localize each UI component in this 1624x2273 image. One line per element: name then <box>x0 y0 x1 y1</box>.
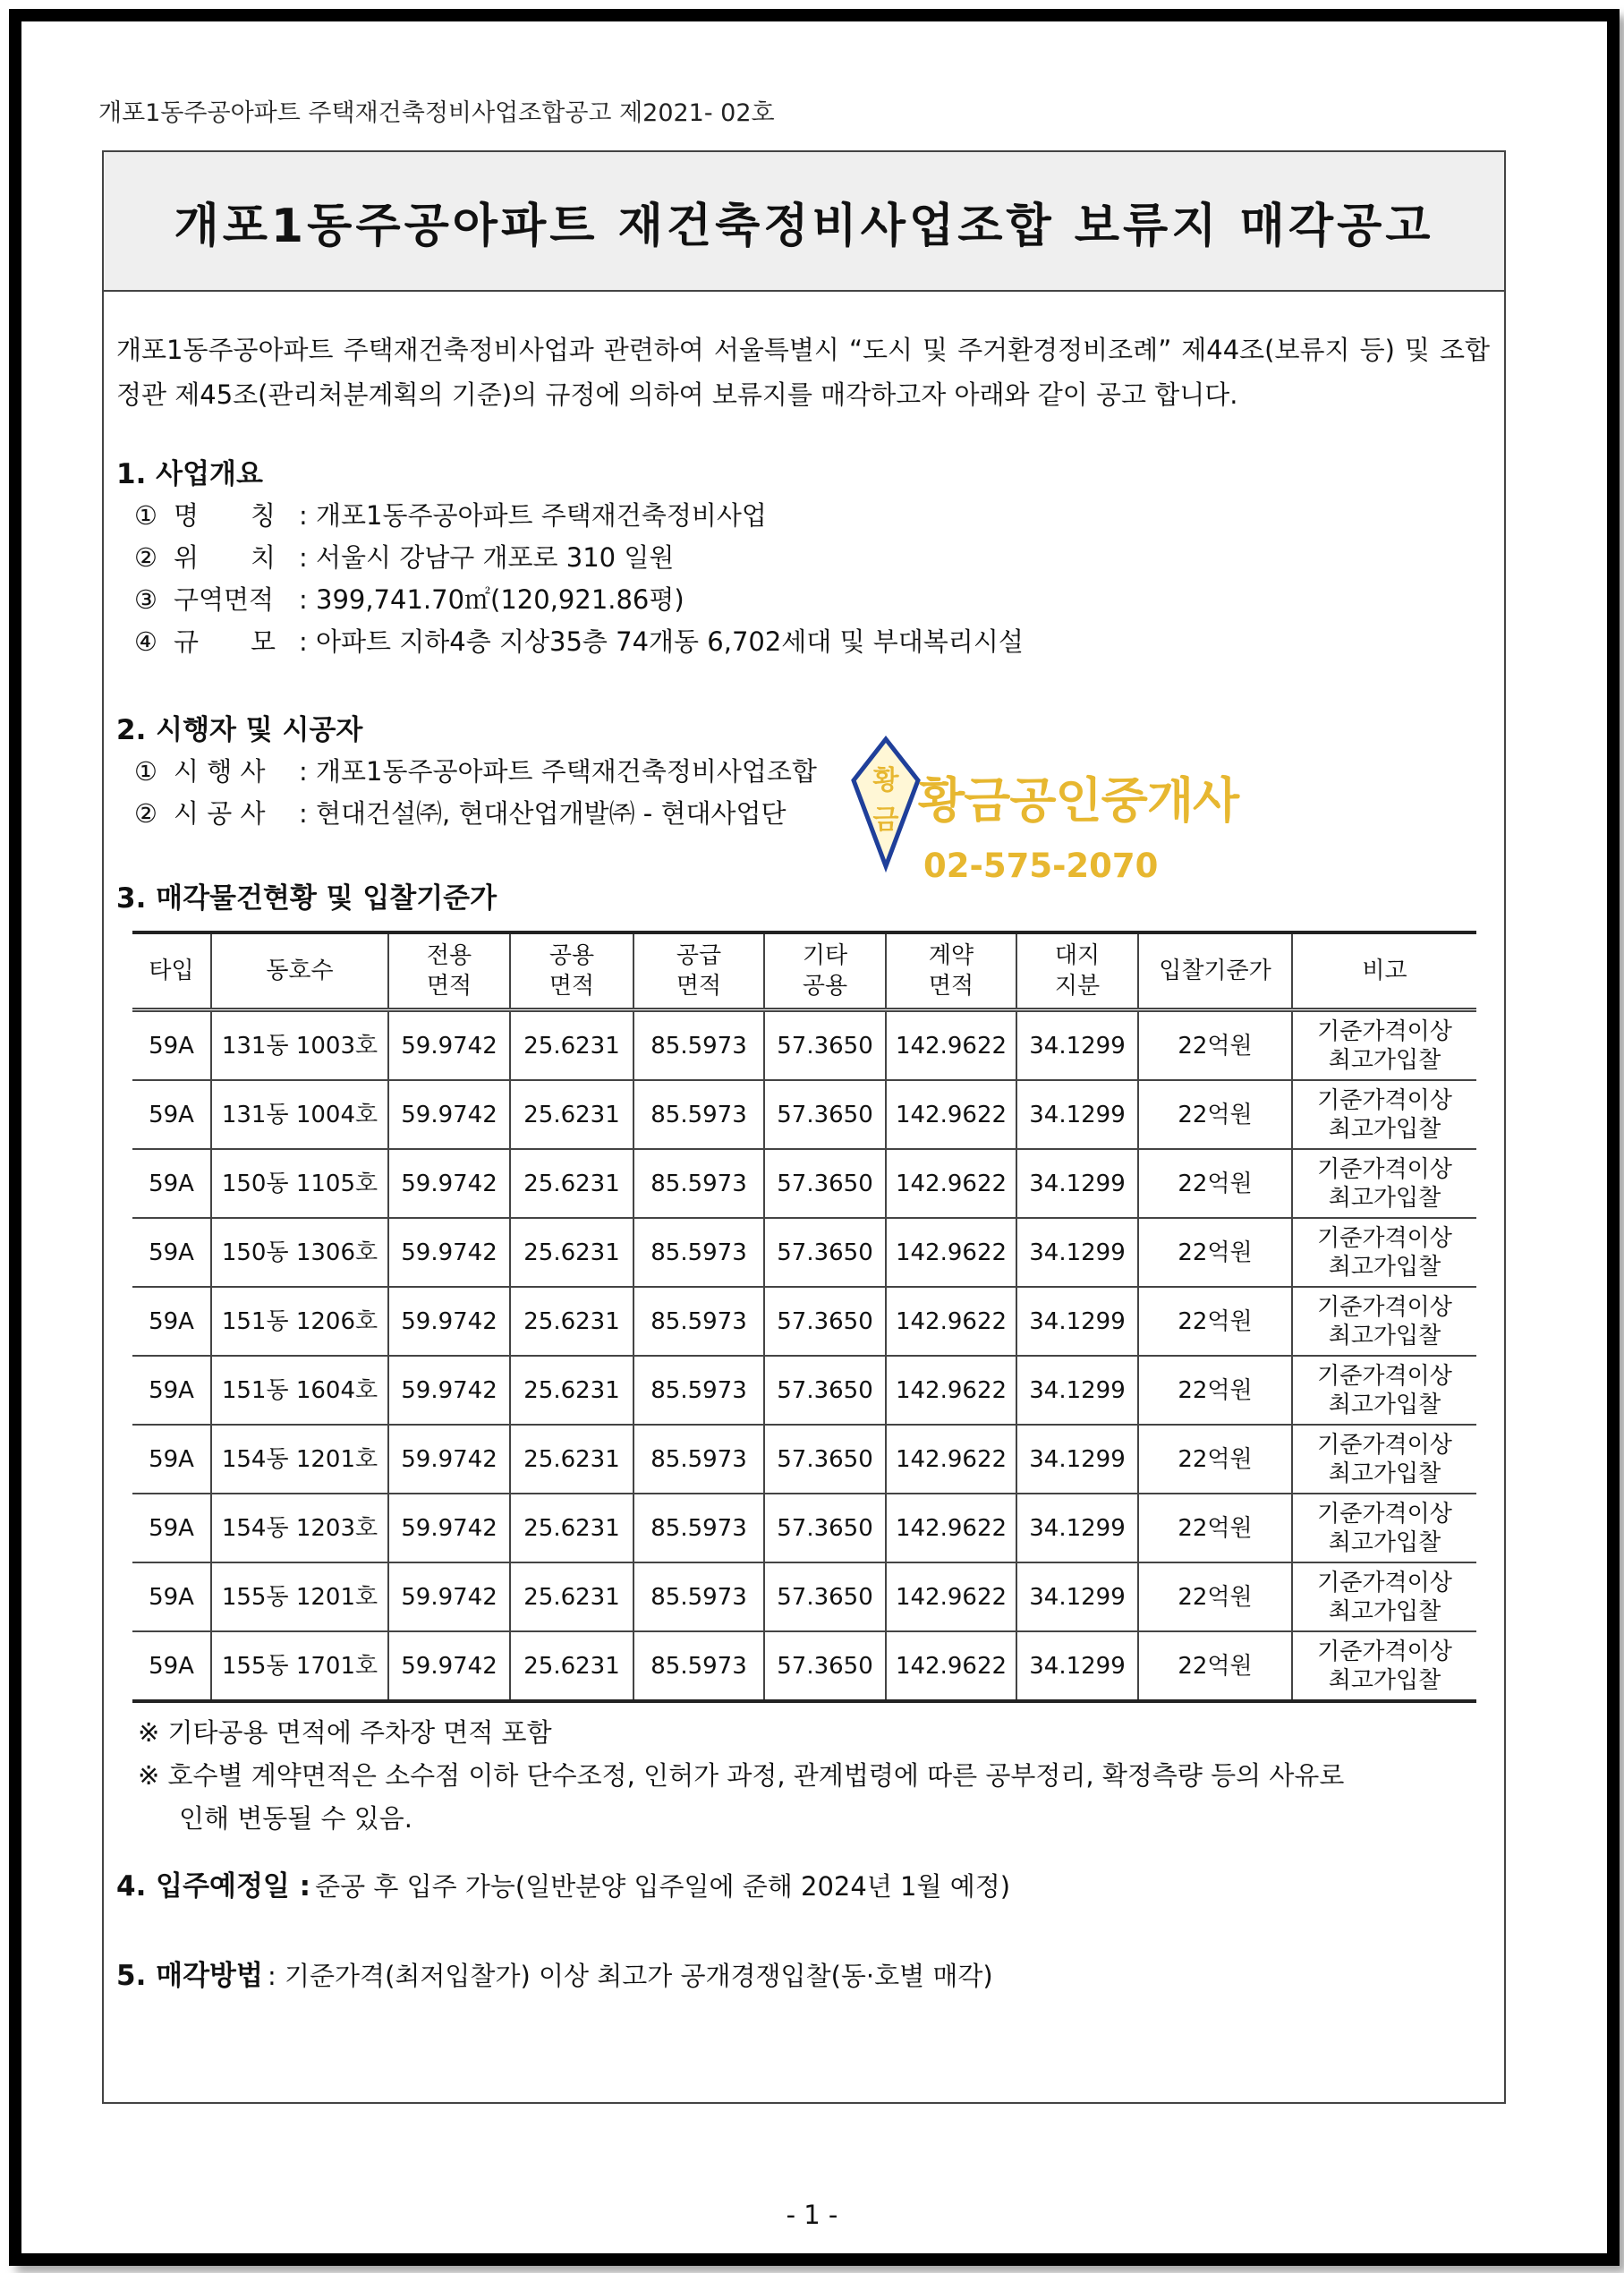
remark-cell <box>1292 1631 1476 1701</box>
logo-char-top: 황 <box>872 765 899 796</box>
remark-cell <box>1292 1080 1476 1149</box>
table-cell: 25.6231 <box>510 1149 633 1218</box>
table-cell: 59A <box>132 1149 211 1218</box>
section-heading: 3. 매각물건현황 및 입찰기준가 <box>116 882 497 915</box>
item-number: ① <box>134 500 157 531</box>
table-cell: 85.5973 <box>633 1080 764 1149</box>
table-cell: 57.3650 <box>764 1218 886 1287</box>
table-cell: 22억원 <box>1138 1287 1292 1356</box>
table-cell: 131동 1003호 <box>211 1010 388 1081</box>
title-band <box>104 152 1504 292</box>
note-line: ※ 기타공용 면적에 주차장 면적 포함 <box>138 1717 552 1748</box>
table-row <box>132 1562 1476 1631</box>
table-cell: 34.1299 <box>1016 1425 1138 1494</box>
page-title: 개포1동주공아파트 재건축정비사업조합 보류지 매각공고 <box>174 199 1434 253</box>
remark-line: 기준가격이상 <box>1317 1362 1452 1390</box>
overview-item <box>116 579 1024 621</box>
table-cell: 34.1299 <box>1016 1080 1138 1149</box>
remark-line: 최고가입찰 <box>1328 1184 1441 1212</box>
remark-cell <box>1292 1494 1476 1562</box>
table-cell: 59.9742 <box>388 1494 510 1562</box>
section-heading: 1. 사업개요 <box>116 458 263 490</box>
table-cell: 34.1299 <box>1016 1562 1138 1631</box>
realtor-phone: 02-575-2070 <box>923 847 1159 885</box>
contractor-item <box>116 793 817 835</box>
table-cell: 142.9622 <box>886 1010 1016 1081</box>
table-cell: 131동 1004호 <box>211 1080 388 1149</box>
table-cell: 25.6231 <box>510 1287 633 1356</box>
item-label: 위 치 <box>174 542 276 573</box>
page-number: - 1 - <box>786 2200 838 2230</box>
item-value: : 서울시 강남구 개포로 310 일원 <box>299 542 675 573</box>
remark-cell <box>1292 1010 1476 1081</box>
table-cell: 22억원 <box>1138 1356 1292 1425</box>
column-header: 공용 면적 <box>510 932 633 1010</box>
note-line: 인해 변동될 수 있음. <box>179 1803 412 1834</box>
table-cell: 142.9622 <box>886 1425 1016 1494</box>
table-cell: 142.9622 <box>886 1494 1016 1562</box>
section-text: 준공 후 입주 가능(일반분양 입주일에 준해 2024년 1월 예정) <box>315 1871 1011 1902</box>
table-cell: 34.1299 <box>1016 1149 1138 1218</box>
remark-line: 기준가격이상 <box>1317 1569 1452 1596</box>
column-header: 동호수 <box>211 932 388 1010</box>
table-cell: 85.5973 <box>633 1356 764 1425</box>
item-label: 명 칭 <box>174 500 276 531</box>
table-row <box>132 1287 1476 1356</box>
table-cell: 22억원 <box>1138 1010 1292 1081</box>
remark-line: 최고가입찰 <box>1328 1597 1441 1625</box>
table-cell: 59A <box>132 1631 211 1701</box>
table-cell: 59A <box>132 1287 211 1356</box>
remark-line: 기준가격이상 <box>1317 1017 1452 1045</box>
column-header: 공급 면적 <box>633 932 764 1010</box>
table-cell: 22억원 <box>1138 1494 1292 1562</box>
table-cell: 59.9742 <box>388 1425 510 1494</box>
table-cell: 59.9742 <box>388 1562 510 1631</box>
remark-cell <box>1292 1356 1476 1425</box>
notice-number: 개포1동주공아파트 주택재건축정비사업조합공고 제2021- 02호 <box>98 99 775 127</box>
intro-paragraph: 개포1동주공아파트 주택재건축정비사업과 관련하여 서울특별시 “도시 및 주거환경정비조례” 제44조(보류지 등) 및 조합정관 제45조(관리처분계획의 기준)의 규정에 의하여 보류지를 매각하고자 아래와 같이 공고 합니다. <box>116 335 1490 410</box>
table-cell: 34.1299 <box>1016 1356 1138 1425</box>
table-cell: 59A <box>132 1562 211 1631</box>
section-contractors <box>116 707 817 835</box>
remark-line: 최고가입찰 <box>1328 1253 1441 1281</box>
table-cell: 154동 1201호 <box>211 1425 388 1494</box>
remark-line: 기준가격이상 <box>1317 1431 1452 1459</box>
table-cell: 59A <box>132 1425 211 1494</box>
section-overview <box>116 451 1024 663</box>
column-header: 대지 지분 <box>1016 932 1138 1010</box>
table-cell: 151동 1206호 <box>211 1287 388 1356</box>
table-cell: 59.9742 <box>388 1149 510 1218</box>
table-cell: 151동 1604호 <box>211 1356 388 1425</box>
table-cell: 59A <box>132 1010 211 1081</box>
table-cell: 142.9622 <box>886 1631 1016 1701</box>
item-label: 시 공 사 <box>174 798 266 829</box>
table-cell: 85.5973 <box>633 1218 764 1287</box>
item-label: 규 모 <box>174 626 276 657</box>
table-cell: 57.3650 <box>764 1287 886 1356</box>
notice-box <box>102 150 1506 2104</box>
table-cell: 59A <box>132 1494 211 1562</box>
table-cell: 142.9622 <box>886 1562 1016 1631</box>
table-cell: 22억원 <box>1138 1149 1292 1218</box>
column-header: 전용 면적 <box>388 932 510 1010</box>
table-row <box>132 1149 1476 1218</box>
table-cell: 57.3650 <box>764 1562 886 1631</box>
property-table <box>132 931 1476 1703</box>
overview-item <box>116 621 1024 663</box>
table-row <box>132 1494 1476 1562</box>
section-heading: 5. 매각방법 <box>116 1960 263 1992</box>
table-cell: 25.6231 <box>510 1080 633 1149</box>
table-cell: 25.6231 <box>510 1562 633 1631</box>
table-row <box>132 1631 1476 1701</box>
item-number: ② <box>134 542 157 573</box>
table-cell: 34.1299 <box>1016 1287 1138 1356</box>
table-cell: 57.3650 <box>764 1494 886 1562</box>
table-cell: 34.1299 <box>1016 1494 1138 1562</box>
table-cell: 85.5973 <box>633 1149 764 1218</box>
contractor-item <box>116 751 817 793</box>
table-cell: 25.6231 <box>510 1010 633 1081</box>
table-row <box>132 1356 1476 1425</box>
item-number: ② <box>134 798 157 829</box>
table-cell: 85.5973 <box>633 1287 764 1356</box>
section-sale-method <box>116 1953 993 1993</box>
notice-content <box>116 328 1490 417</box>
table-row <box>132 1010 1476 1081</box>
item-number: ④ <box>134 626 157 657</box>
item-number: ③ <box>134 584 157 615</box>
table-cell: 57.3650 <box>764 1356 886 1425</box>
table-cell: 59.9742 <box>388 1287 510 1356</box>
remark-line: 최고가입찰 <box>1328 1460 1441 1487</box>
item-value: : 아파트 지하4층 지상35층 74개동 6,702세대 및 부대복리시설 <box>299 626 1024 657</box>
table-cell: 150동 1306호 <box>211 1218 388 1287</box>
table-cell: 59.9742 <box>388 1218 510 1287</box>
table-cell: 142.9622 <box>886 1287 1016 1356</box>
table-cell: 34.1299 <box>1016 1010 1138 1081</box>
table-cell: 57.3650 <box>764 1010 886 1081</box>
table-cell: 25.6231 <box>510 1494 633 1562</box>
table-cell: 25.6231 <box>510 1425 633 1494</box>
remark-line: 기준가격이상 <box>1317 1224 1452 1252</box>
remark-line: 기준가격이상 <box>1317 1293 1452 1321</box>
item-value: : 현대건설㈜, 현대산업개발㈜ - 현대사업단 <box>299 798 786 829</box>
column-header: 타입 <box>132 932 211 1010</box>
table-cell: 22억원 <box>1138 1631 1292 1701</box>
table-cell: 22억원 <box>1138 1218 1292 1287</box>
section-move-in <box>116 1863 1010 1903</box>
table-cell: 25.6231 <box>510 1356 633 1425</box>
table-cell: 150동 1105호 <box>211 1149 388 1218</box>
table-cell: 57.3650 <box>764 1149 886 1218</box>
table-cell: 22억원 <box>1138 1080 1292 1149</box>
table-notes <box>138 1711 1489 1840</box>
column-header: 기타 공용 <box>764 932 886 1010</box>
realtor-name: 황금공인중개사 <box>918 772 1239 829</box>
table-cell: 57.3650 <box>764 1080 886 1149</box>
table-cell: 57.3650 <box>764 1425 886 1494</box>
item-number: ① <box>134 756 157 787</box>
table-cell: 85.5973 <box>633 1425 764 1494</box>
table-cell: 142.9622 <box>886 1149 1016 1218</box>
table-row <box>132 1080 1476 1149</box>
note-line: ※ 호수별 계약면적은 소수점 이하 단수조정, 인허가 과정, 관계법령에 따른 공부정리, 확정측량 등의 사유로 <box>138 1760 1345 1791</box>
table-cell: 22억원 <box>1138 1562 1292 1631</box>
table-cell: 57.3650 <box>764 1631 886 1701</box>
remark-line: 최고가입찰 <box>1328 1528 1441 1556</box>
remark-line: 기준가격이상 <box>1317 1638 1452 1665</box>
remark-line: 최고가입찰 <box>1328 1046 1441 1074</box>
column-header: 계약 면적 <box>886 932 1016 1010</box>
item-value: : 개포1동주공아파트 주택재건축정비사업조합 <box>299 756 817 787</box>
table-header-row <box>132 932 1476 1010</box>
table-row <box>132 1425 1476 1494</box>
remark-cell <box>1292 1562 1476 1631</box>
table-cell: 59A <box>132 1218 211 1287</box>
table-cell: 25.6231 <box>510 1218 633 1287</box>
table-cell: 59.9742 <box>388 1080 510 1149</box>
item-value: : 개포1동주공아파트 주택재건축정비사업 <box>299 500 767 531</box>
table-cell: 155동 1701호 <box>211 1631 388 1701</box>
item-label: 시 행 사 <box>174 756 266 787</box>
overview-item <box>116 537 1024 579</box>
remark-line: 기준가격이상 <box>1317 1086 1452 1114</box>
section-heading: 2. 시행자 및 시공자 <box>116 714 363 746</box>
remark-line: 최고가입찰 <box>1328 1322 1441 1349</box>
table-cell: 59.9742 <box>388 1356 510 1425</box>
table-cell: 59A <box>132 1356 211 1425</box>
table-cell: 142.9622 <box>886 1218 1016 1287</box>
item-value: : 399,741.70㎡(120,921.86평) <box>299 584 684 615</box>
section-heading: 4. 입주예정일 : <box>116 1870 311 1903</box>
remark-cell <box>1292 1425 1476 1494</box>
table-cell: 59.9742 <box>388 1010 510 1081</box>
table-body <box>132 1010 1476 1702</box>
table-cell: 59.9742 <box>388 1631 510 1701</box>
column-header: 입찰기준가 <box>1138 932 1292 1010</box>
section-text: : 기준가격(최저입찰가) 이상 최고가 공개경쟁입찰(동·호별 매각) <box>268 1961 993 1991</box>
table-cell: 85.5973 <box>633 1494 764 1562</box>
table-cell: 25.6231 <box>510 1631 633 1701</box>
remark-line: 최고가입찰 <box>1328 1391 1441 1418</box>
remark-line: 최고가입찰 <box>1328 1115 1441 1143</box>
table-cell: 85.5973 <box>633 1631 764 1701</box>
table-cell: 155동 1201호 <box>211 1562 388 1631</box>
remark-cell <box>1292 1149 1476 1218</box>
table-cell: 34.1299 <box>1016 1631 1138 1701</box>
remark-cell <box>1292 1218 1476 1287</box>
table-cell: 22억원 <box>1138 1425 1292 1494</box>
table-cell: 142.9622 <box>886 1356 1016 1425</box>
column-header: 비고 <box>1292 932 1476 1010</box>
table-cell: 154동 1203호 <box>211 1494 388 1562</box>
table-cell: 59A <box>132 1080 211 1149</box>
remark-line: 최고가입찰 <box>1328 1666 1441 1694</box>
logo-char-bottom: 금 <box>872 804 899 836</box>
table-cell: 34.1299 <box>1016 1218 1138 1287</box>
table-cell: 142.9622 <box>886 1080 1016 1149</box>
remark-line: 기준가격이상 <box>1317 1500 1452 1528</box>
remark-line: 기준가격이상 <box>1317 1155 1452 1183</box>
table-cell: 85.5973 <box>633 1562 764 1631</box>
remark-cell <box>1292 1287 1476 1356</box>
item-label: 구역면적 <box>174 584 275 615</box>
table-cell: 85.5973 <box>633 1010 764 1081</box>
table-row <box>132 1218 1476 1287</box>
overview-item <box>116 495 1024 537</box>
